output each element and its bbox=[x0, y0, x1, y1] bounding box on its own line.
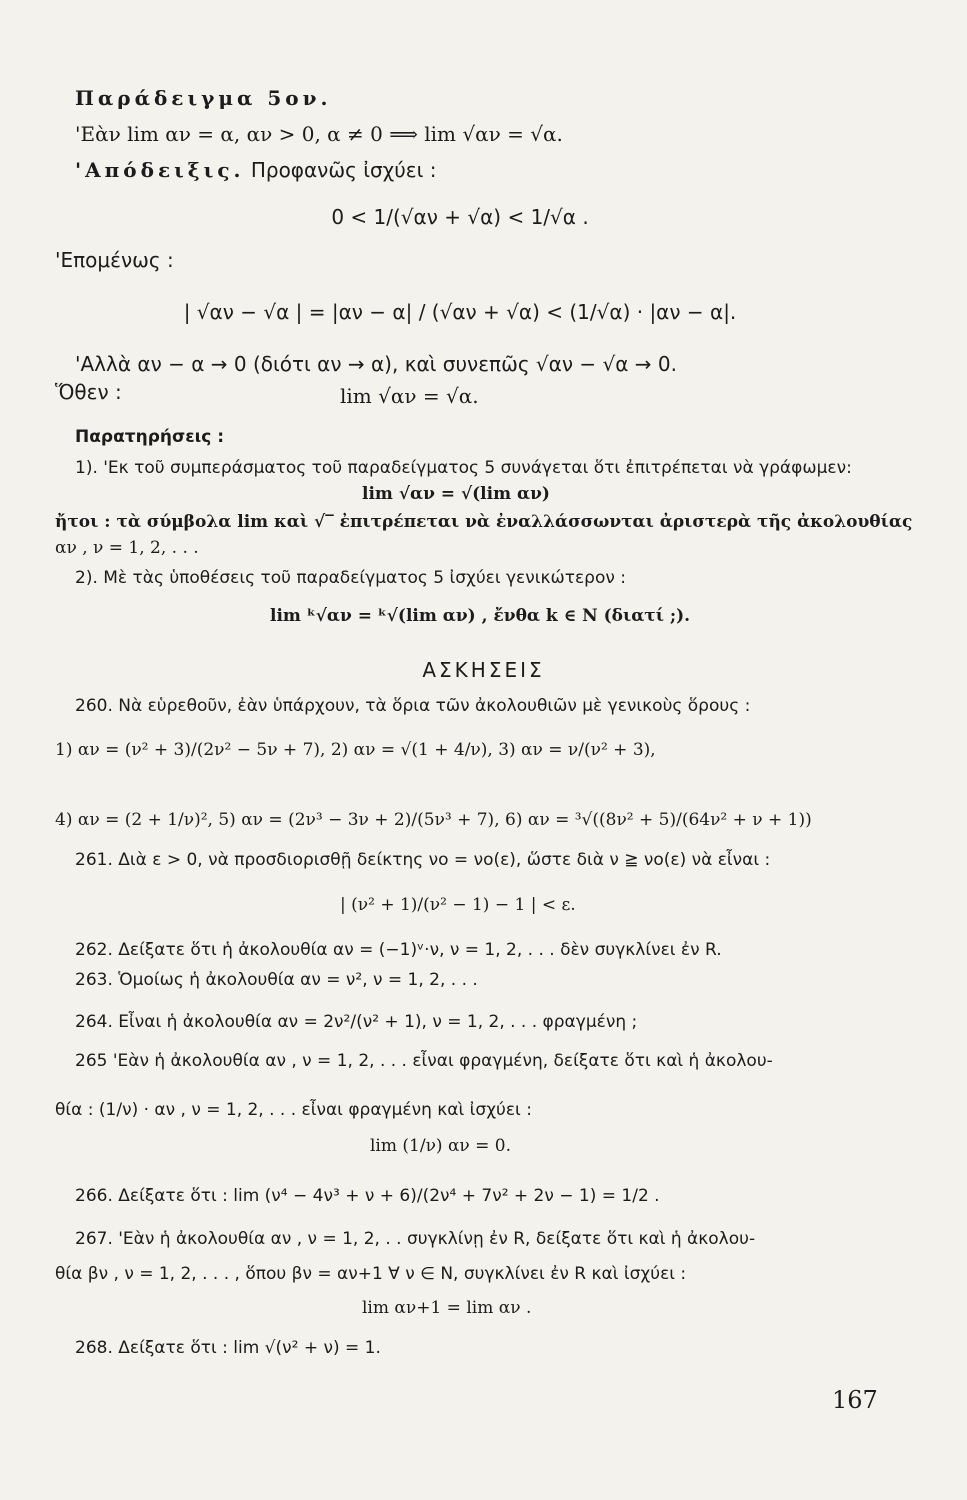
exercise-268: 268. Δείξατε ὅτι : lim √(ν² + ν) = 1. bbox=[75, 1338, 381, 1358]
remarks-title: Παρατηρήσεις : bbox=[75, 427, 225, 447]
therefore-label: 'Επομένως : bbox=[55, 248, 174, 272]
proof-label: 'Απόδειξις. bbox=[75, 158, 245, 182]
proof-intro: Προφανῶς ἰσχύει : bbox=[250, 158, 437, 182]
remark-1-formula: lim √αν = √(lim αν) bbox=[362, 484, 550, 504]
exercises-heading: ΑΣΚΗΣΕΙΣ bbox=[422, 658, 545, 682]
remark-1-text-2: αν , ν = 1, 2, . . . bbox=[55, 538, 199, 558]
exercise-265-line-2: θία : (1/ν) · αν , ν = 1, 2, . . . εἶναι φραγμένη καὶ ἰσχύει : bbox=[55, 1100, 532, 1120]
exercise-261-formula: | (ν² + 1)/(ν² − 1) − 1 | < ε. bbox=[340, 895, 576, 915]
remark-1-text: ἤτοι : τὰ σύμβολα lim καὶ √‾ ἐπιτρέπεται νὰ ἐναλλάσσωνται ἀριστερὰ τῆς ἀκολουθίας bbox=[55, 512, 913, 532]
inequality-2: | √αν − √α | = |αν − α| / (√αν + √α) < (1/√α) · |αν − α|. bbox=[183, 300, 737, 324]
exercise-264: 264. Εἶναι ἡ ἀκολουθία αν = 2ν²/(ν² + 1), ν = 1, 2, . . . φραγμένη ; bbox=[75, 1012, 638, 1032]
exercise-265-formula: lim (1/ν) αν = 0. bbox=[370, 1136, 512, 1156]
example-title: Παράδειγμα 5ον. bbox=[75, 86, 332, 110]
inequality-1: 0 < 1/(√αν + √α) < 1/√α . bbox=[331, 205, 589, 229]
exercise-260-row-1: 1) αν = (ν² + 3)/(2ν² − 5ν + 7), 2) αν = √(1 + 4/ν), 3) αν = ν/(ν² + 3), bbox=[55, 740, 656, 760]
hence-label: Ὅθεν : bbox=[55, 380, 122, 404]
remark-2: 2). Μὲ τὰς ὑποθέσεις τοῦ παραδείγματος 5 ἰσχύει γενικώτερον : bbox=[75, 568, 626, 588]
page-number: 167 bbox=[832, 1386, 878, 1414]
exercise-267-formula: lim αν+1 = lim αν . bbox=[362, 1298, 532, 1318]
exercise-265: 265 'Εὰν ἡ ἀκολουθία αν , ν = 1, 2, . . . εἶναι φραγμένη, δείξατε ὅτι καὶ ἡ ἀκολου- bbox=[75, 1051, 773, 1071]
exercise-261: 261. Διὰ ε > 0, νὰ προσδιορισθῇ δείκτης νο = νο(ε), ὥστε διὰ ν ≧ νο(ε) νὰ εἶναι : bbox=[75, 850, 771, 870]
exercise-267-line-2: θία βν , ν = 1, 2, . . . , ὅπου βν = αν+1 ∀ ν ∈ N, συγκλίνει ἐν R καὶ ἰσχύει : bbox=[55, 1264, 687, 1284]
conclusion-formula: lim √αν = √α. bbox=[340, 384, 479, 408]
example-statement: 'Εὰν lim αν = α, αν > 0, α ≠ 0 ⟹ lim √αν = √α. bbox=[75, 122, 563, 146]
exercise-260: 260. Νὰ εὑρεθοῦν, ἐὰν ὑπάρχουν, τὰ ὅρια τῶν ἀκολουθιῶν μὲ γενικοὺς ὅρους : bbox=[75, 696, 751, 716]
remark-2-formula: lim ᵏ√αν = ᵏ√(lim αν) , ἔνθα k ∈ N (διατί ;). bbox=[270, 606, 691, 626]
exercise-266: 266. Δείξατε ὅτι : lim (ν⁴ − 4ν³ + ν + 6)/(2ν⁴ + 7ν² + 2ν − 1) = 1/2 . bbox=[75, 1186, 660, 1206]
remark-1: 1). 'Εκ τοῦ συμπεράσματος τοῦ παραδείγματος 5 συνάγεται ὅτι ἐπιτρέπεται νὰ γράφωμεν: bbox=[75, 458, 852, 478]
exercise-262: 262. Δείξατε ὅτι ἡ ἀκολουθία αν = (−1)ᵛ·ν, ν = 1, 2, . . . δὲν συγκλίνει ἐν R. bbox=[75, 940, 722, 960]
exercise-260-row-2: 4) αν = (2 + 1/ν)², 5) αν = (2ν³ − 3ν + 2)/(5ν³ + 7), 6) αν = ³√((8ν² + 5)/(64ν² + ν + 1)) bbox=[55, 810, 812, 830]
but-line: 'Αλλὰ αν − α → 0 (διότι αν → α), καὶ συνεπῶς √αν − √α → 0. bbox=[75, 352, 677, 376]
exercise-263: 263. Ὁμοίως ἡ ἀκολουθία αν = ν², ν = 1, 2, . . . bbox=[75, 970, 478, 990]
exercise-267: 267. 'Εὰν ἡ ἀκολουθία αν , ν = 1, 2, . . συγκλίνῃ ἐν R, δείξατε ὅτι καὶ ἡ ἀκολου- bbox=[75, 1229, 756, 1249]
